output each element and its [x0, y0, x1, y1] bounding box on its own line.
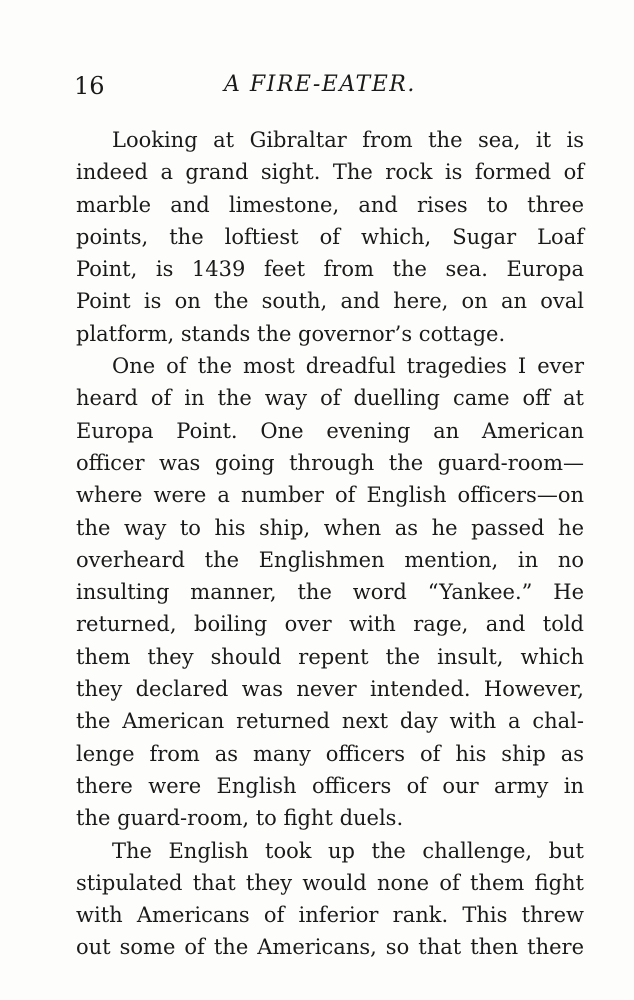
text-line: them they should repent the insult, which: [76, 644, 584, 669]
running-title: A FIRE-EATER.: [224, 72, 416, 97]
text-line: out some of the Americans, so that then there: [76, 935, 584, 960]
text-line: with Americans of inferior rank. This threw: [76, 903, 584, 928]
text-line: the guard-room, to fight duels.: [76, 806, 404, 831]
text-line: Point is on the south, and here, on an oval: [76, 289, 584, 314]
text-line: Point, is 1439 feet from the sea. Europa: [76, 257, 584, 282]
text-line: One of the most dreadful tragedies I ever: [112, 354, 584, 379]
text-line: platform, stands the governor’s cottage.: [76, 321, 506, 346]
text-line: The English took up the challenge, but: [112, 838, 584, 863]
text-line: Looking at Gibraltar from the sea, it is: [112, 128, 584, 152]
text-line: overheard the Englishmen mention, in no: [76, 547, 584, 572]
text-line: lenge from as many officers of his ship as: [76, 741, 584, 766]
text-line: they declared was never intended. However,: [76, 677, 584, 702]
text-line: indeed a grand sight. The rock is formed of: [76, 160, 584, 185]
text-line: marble and limestone, and rises to three: [76, 192, 584, 217]
text-line: insulting manner, the word “Yankee.” He: [76, 580, 584, 605]
text-line: heard of in the way of duelling came off at: [76, 386, 584, 411]
page-header: [74, 72, 584, 106]
text-line: points, the loftiest of which, Sugar Loaf: [76, 224, 584, 249]
text-line: where were a number of English officers—on: [76, 483, 584, 508]
text-line: there were English officers of our army in: [76, 773, 584, 798]
text-line: returned, boiling over with rage, and told: [76, 612, 584, 637]
text-line: stipulated that they would none of them fight: [76, 870, 584, 895]
page-number: 16: [74, 72, 105, 100]
text-line: Europa Point. One evening an American: [76, 418, 584, 443]
text-line: officer was going through the guard-room—: [76, 450, 584, 475]
text-line: the way to his ship, when as he passed he: [76, 515, 584, 540]
text-line: the American returned next day with a chal-: [76, 709, 584, 734]
body-text: [76, 124, 584, 964]
